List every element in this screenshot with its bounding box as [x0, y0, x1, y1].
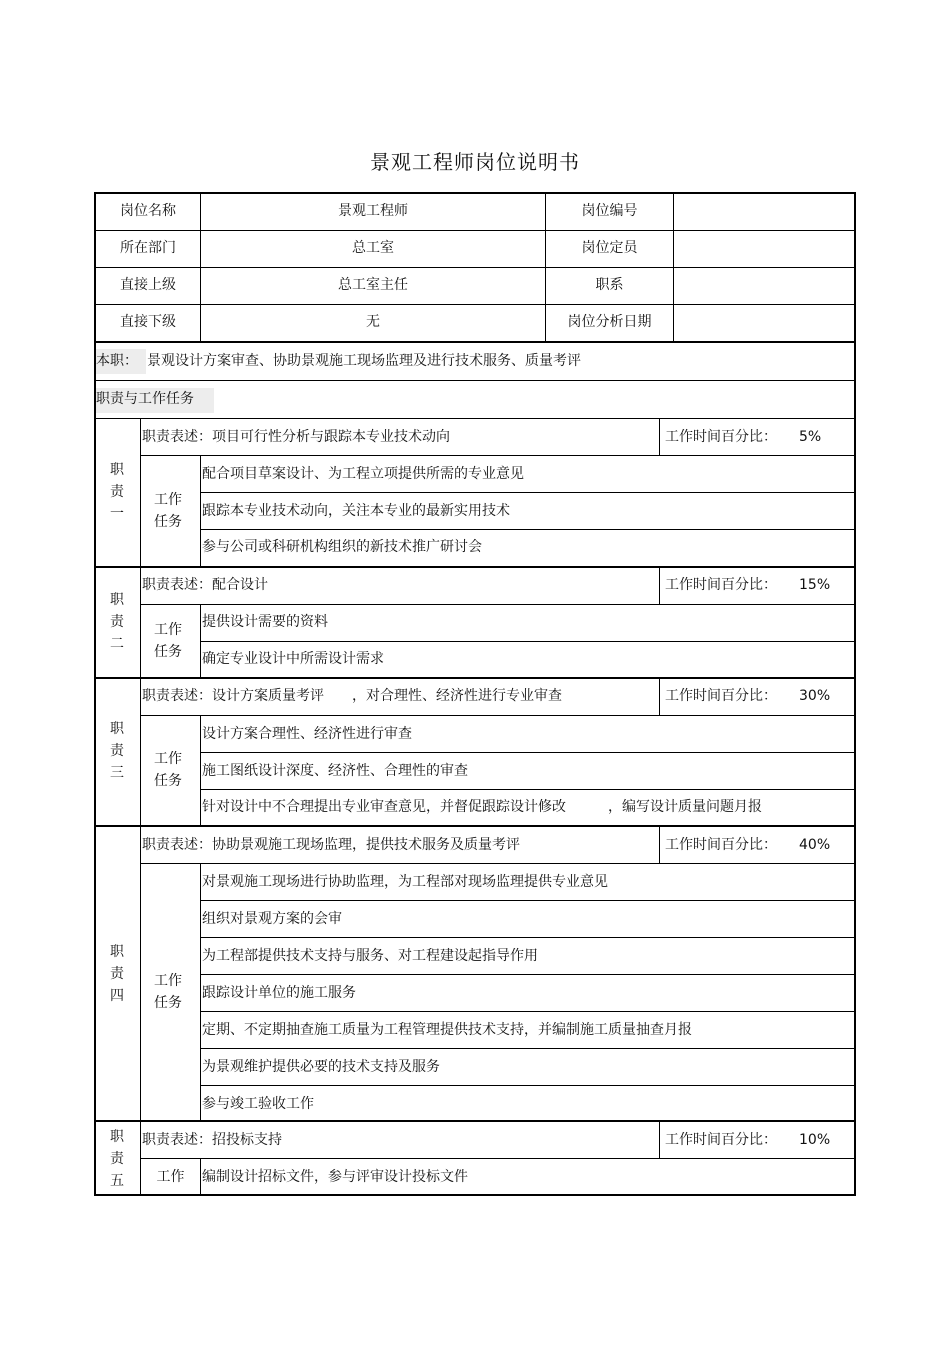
label-analysis-date: 岗位分析日期	[567, 314, 652, 330]
duty-3-description: 职责表述：设计方案质量考评 ，对合理性、经济性进行专业审查	[142, 688, 562, 704]
duty-3-task: 设计方案合理性、经济性进行审查	[202, 726, 412, 742]
duty-4-task: 跟踪设计单位的施工服务	[202, 985, 356, 1001]
task-label: 工作 任务	[154, 751, 182, 789]
duty-5-percent: 10%	[799, 1132, 831, 1148]
col-divider	[659, 567, 660, 604]
row-divider	[94, 380, 856, 381]
duty-4-task: 定期、不定期抽查施工质量为工程管理提供技术支持，并编制施工质量抽查月报	[202, 1022, 692, 1038]
duty-3-label: 职 责 三	[110, 721, 124, 781]
row-divider	[140, 1158, 856, 1159]
duty-4-percent: 40%	[799, 837, 831, 853]
label-position-name: 岗位名称	[120, 203, 176, 219]
row-divider	[200, 752, 856, 753]
time-percent-label: 工作时间百分比：	[665, 577, 777, 593]
row-divider	[94, 825, 856, 827]
time-percent-label: 工作时间百分比：	[665, 837, 777, 853]
value-direct-superior: 总工室主任	[338, 277, 408, 293]
value-direct-subordinate: 无	[366, 314, 380, 330]
row-divider	[200, 974, 856, 975]
col-divider	[200, 1158, 201, 1195]
col-divider	[659, 418, 660, 455]
task-label: 工作 任务	[154, 973, 182, 1011]
row-divider	[94, 418, 856, 419]
duty-2-task: 提供设计需要的资料	[202, 614, 328, 630]
col-divider	[673, 192, 674, 342]
label-job-family: 职系	[595, 277, 624, 293]
col-divider	[659, 678, 660, 715]
row-divider	[94, 267, 856, 268]
row-divider	[200, 1011, 856, 1012]
label-position-code: 岗位编号	[581, 203, 638, 219]
label-direct-superior: 直接上级	[120, 277, 176, 293]
task-label: 工作 任务	[154, 492, 182, 530]
col-divider	[200, 715, 201, 826]
duty-3-task: 针对设计中不合理提出专业审查意见，并督促跟踪设计修改 ，编写设计质量问题月报	[202, 799, 762, 815]
duty-4-task: 组织对景观方案的会审	[202, 911, 342, 927]
duty-1-task: 配合项目草案设计、为工程立项提供所需的专业意见	[202, 466, 524, 482]
row-divider	[200, 1048, 856, 1049]
duty-1-task: 跟踪本专业技术动向，关注本专业的最新实用技术	[202, 503, 510, 519]
page-title: 景观工程师岗位说明书	[370, 150, 580, 174]
row-divider	[200, 492, 856, 493]
duty-4-task: 为工程部提供技术支持与服务、对工程建设起指导作用	[202, 948, 538, 964]
row-divider	[200, 641, 856, 642]
row-divider	[200, 1085, 856, 1086]
col-divider	[659, 1121, 660, 1158]
row-divider	[140, 604, 856, 605]
col-divider	[200, 455, 201, 567]
duty-1-label: 职 责 一	[110, 462, 124, 522]
row-divider	[94, 677, 856, 679]
row-divider	[200, 529, 856, 530]
duty-4-description: 职责表述：协助景观施工现场监理，提供技术服务及质量考评	[142, 837, 520, 853]
row-divider	[140, 715, 856, 716]
duty-2-percent: 15%	[799, 577, 831, 593]
row-divider	[140, 455, 856, 456]
duty-2-description: 职责表述：配合设计	[142, 577, 268, 593]
duty-5-description: 职责表述：招投标支持	[142, 1132, 282, 1148]
section-label: 职责与工作任务	[96, 391, 194, 407]
duty-4-label: 职 责 四	[110, 944, 124, 1004]
row-divider	[200, 789, 856, 790]
duty-3-percent: 30%	[799, 688, 831, 704]
duty-4-task: 参与竣工验收工作	[202, 1096, 314, 1112]
label-headcount: 岗位定员	[581, 240, 638, 256]
time-percent-label: 工作时间百分比：	[665, 688, 777, 704]
duty-5-label: 职 责 五	[110, 1129, 124, 1189]
duty-1-task: 参与公司或科研机构组织的新技术推广研讨会	[202, 539, 482, 555]
duty-1-percent: 5%	[799, 429, 822, 445]
row-divider	[200, 937, 856, 938]
value-department: 总工室	[352, 240, 394, 256]
task-label: 工作 任务	[154, 622, 182, 660]
row-divider	[94, 566, 856, 568]
benzhi-text: 景观设计方案审查、协助景观施工现场监理及进行技术服务、质量考评	[147, 353, 581, 369]
label-department: 所在部门	[120, 240, 176, 256]
time-percent-label: 工作时间百分比：	[665, 429, 777, 445]
table-border-top	[94, 192, 856, 194]
label-direct-subordinate: 直接下级	[120, 314, 176, 330]
duty-3-task: 施工图纸设计深度、经济性、合理性的审查	[202, 763, 468, 779]
benzhi-label: 本职：	[96, 353, 138, 369]
row-divider	[94, 304, 856, 305]
row-divider	[200, 900, 856, 901]
duty-1-description: 职责表述：项目可行性分析与跟踪本专业技术动向	[142, 429, 450, 445]
col-divider	[140, 418, 141, 1195]
row-divider	[140, 863, 856, 864]
duty-2-label: 职 责 二	[110, 592, 124, 652]
duty-4-task: 为景观维护提供必要的技术支持及服务	[202, 1059, 440, 1075]
duty-2-task: 确定专业设计中所需设计需求	[202, 651, 384, 667]
col-divider	[659, 826, 660, 863]
table-border-bottom	[94, 1194, 856, 1196]
row-divider	[94, 341, 856, 343]
task-label: 工作	[156, 1169, 185, 1185]
time-percent-label: 工作时间百分比：	[665, 1132, 777, 1148]
row-divider	[94, 1120, 856, 1122]
duty-4-task: 对景观施工现场进行协助监理，为工程部对现场监理提供专业意见	[202, 874, 608, 890]
col-divider	[200, 863, 201, 1121]
row-divider	[94, 230, 856, 231]
value-position-name: 景观工程师	[338, 203, 408, 219]
duty-5-task: 编制设计招标文件，参与评审设计投标文件	[202, 1169, 468, 1185]
